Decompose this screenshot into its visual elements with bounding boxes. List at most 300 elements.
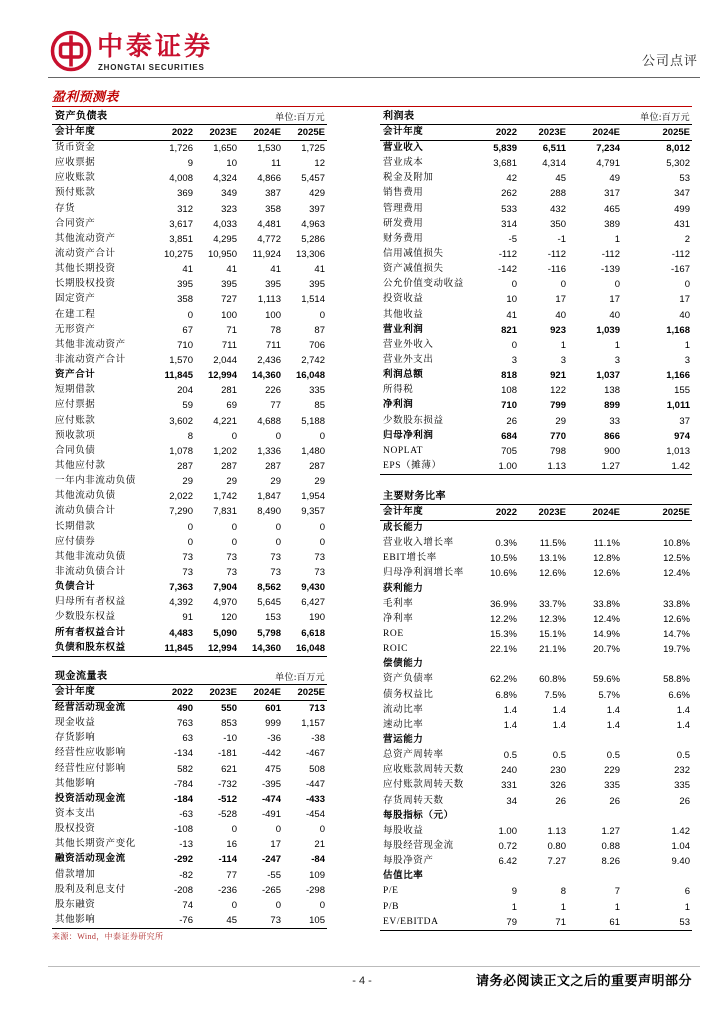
table-title-row: [380, 489, 692, 505]
row-value: 4,866: [257, 173, 281, 185]
column-header-year: 2025E: [297, 127, 325, 138]
row-value: -236: [217, 884, 237, 896]
row-label: 货币资金: [55, 143, 96, 153]
row-value: -55: [267, 869, 281, 881]
table-title-row: [52, 109, 327, 125]
row-label: 一年内非流动负债: [55, 476, 136, 487]
row-value: 429: [309, 188, 325, 200]
row-value: 0: [511, 339, 517, 351]
row-value: 33.8%: [663, 598, 690, 610]
row-value: -38: [311, 733, 325, 745]
row-value: 347: [674, 188, 690, 200]
row-label: 预付账款: [55, 188, 96, 199]
row-value: 6.8%: [495, 689, 517, 701]
row-value: 41: [506, 309, 517, 321]
table-row: [380, 597, 692, 612]
row-label: 其他收益: [383, 309, 424, 320]
row-label: 现金收益: [55, 718, 96, 729]
column-header-year: 2023E: [538, 127, 566, 138]
row-value: 26: [506, 415, 517, 427]
row-value: 1,011: [666, 400, 690, 412]
row-value: 866: [604, 430, 620, 442]
row-value: 0: [231, 536, 237, 548]
row-value: 1,514: [301, 294, 325, 306]
table-row: [52, 171, 327, 186]
row-value: 0: [275, 430, 281, 442]
row-value: 4,483: [169, 627, 193, 639]
row-value: 0: [319, 309, 325, 321]
row-value: 326: [550, 780, 566, 792]
row-value: 2,022: [169, 491, 193, 503]
row-label: 净利率: [383, 613, 414, 624]
row-value: 67: [182, 324, 193, 336]
row-value: -167: [670, 264, 690, 276]
row-value: 395: [265, 279, 281, 291]
row-label: 所有者权益合计: [55, 627, 126, 638]
row-value: 17: [679, 294, 690, 306]
table-row: [52, 186, 327, 201]
row-label: 毛利率: [383, 598, 414, 609]
row-label: 负债和股东权益: [55, 642, 126, 653]
row-value: 533: [501, 203, 517, 215]
row-value: 53: [679, 916, 690, 928]
financial-ratios-table: [380, 489, 692, 931]
row-value: 974: [674, 430, 690, 442]
column-header-year: 2022: [171, 127, 193, 138]
row-value: 395: [221, 279, 237, 291]
row-value: 3,681: [493, 158, 517, 170]
section-divider: [52, 106, 692, 107]
row-value: 465: [604, 203, 620, 215]
row-value: 155: [674, 385, 690, 397]
table-unit: 单位:百万元: [275, 672, 325, 682]
row-label: 营运能力: [383, 734, 424, 745]
row-value: 1,954: [301, 491, 325, 503]
row-value: 1.42: [671, 460, 690, 472]
row-value: 16: [226, 839, 237, 851]
row-value: 21.1%: [539, 644, 566, 656]
row-value: 923: [550, 324, 566, 336]
row-value: 14.9%: [593, 628, 620, 640]
row-label: 销售费用: [383, 188, 424, 199]
row-value: 13.1%: [539, 553, 566, 565]
row-value: -784: [173, 778, 193, 790]
row-value: 63: [182, 733, 193, 745]
table-section-row: [380, 657, 692, 672]
row-value: 369: [177, 188, 193, 200]
row-value: 58.8%: [663, 674, 690, 686]
row-value: 77: [226, 869, 237, 881]
row-label: 每股经营现金流: [383, 840, 454, 851]
row-label: 少数股东权益: [55, 612, 116, 623]
row-label: 合同资产: [55, 218, 96, 229]
row-value: -292: [173, 854, 193, 866]
table-row: [52, 716, 327, 731]
row-label: ROIC: [383, 644, 409, 655]
logo-icon: [50, 30, 92, 72]
row-value: 12,994: [207, 642, 237, 654]
row-value: 0.72: [498, 840, 517, 852]
row-value: 1,013: [666, 445, 690, 457]
row-value: 395: [309, 279, 325, 291]
table-body: [52, 701, 327, 929]
row-value: 2,436: [257, 354, 281, 366]
row-label: 信用减值损失: [383, 248, 444, 259]
row-value: 0: [275, 899, 281, 911]
table-row: [52, 292, 327, 307]
table-row: [380, 884, 692, 899]
table-row: [52, 777, 327, 792]
row-value: 26: [609, 795, 620, 807]
row-value: 0.5: [503, 750, 517, 762]
row-label: 预收款项: [55, 430, 96, 441]
row-label: 负债合计: [55, 582, 96, 593]
row-value: 2: [684, 233, 690, 245]
row-value: 0: [231, 521, 237, 533]
row-value: 11,845: [164, 370, 193, 382]
row-value: -84: [311, 854, 325, 866]
row-value: 1,650: [213, 143, 237, 154]
table-row: [380, 323, 692, 338]
row-value: 5,798: [257, 627, 281, 639]
row-label: 其他应付款: [55, 460, 106, 471]
row-value: 45: [226, 914, 237, 926]
row-label: EV/EBITDA: [383, 916, 439, 927]
table-row: [52, 595, 327, 610]
row-label: 估值比率: [383, 871, 424, 882]
row-value: -10: [223, 733, 237, 745]
page-number: - 4 -: [352, 975, 372, 987]
column-header-year: 2025E: [297, 687, 325, 698]
table-row: [52, 489, 327, 504]
table-row: [380, 748, 692, 763]
row-label: 利润总额: [383, 370, 424, 381]
row-value: 105: [309, 914, 325, 926]
row-label: 财务费用: [383, 233, 424, 244]
row-value: 0: [187, 521, 193, 533]
row-value: -181: [217, 748, 237, 760]
table-row: [380, 171, 692, 186]
row-value: -732: [217, 778, 237, 790]
row-value: 314: [501, 218, 517, 230]
row-value: 73: [270, 551, 281, 563]
row-value: -108: [173, 824, 193, 836]
row-label: EPS（摊薄）: [383, 460, 442, 471]
row-label: 短期借款: [55, 385, 96, 396]
row-label: P/E: [383, 886, 399, 897]
header-divider: [48, 77, 700, 78]
row-value: 10.5%: [490, 553, 517, 565]
table-row: [52, 308, 327, 323]
row-value: 6,511: [542, 143, 566, 154]
row-label: 经营性应付影响: [55, 763, 126, 774]
row-value: 16,048: [295, 370, 325, 382]
row-value: 1,530: [257, 143, 281, 154]
row-label: 其他非流动资产: [55, 339, 126, 350]
table-row: [52, 444, 327, 459]
row-value: 1.4: [503, 719, 517, 731]
row-value: 0: [275, 521, 281, 533]
table-title: 利润表: [383, 111, 415, 122]
row-value: 317: [604, 188, 620, 200]
row-value: 490: [177, 703, 193, 714]
row-value: 26: [679, 795, 690, 807]
row-label: 固定资产: [55, 294, 96, 305]
row-value: 475: [265, 763, 281, 775]
row-value: 0.3%: [495, 538, 517, 550]
table-row: [380, 383, 692, 398]
row-value: 41: [270, 264, 281, 276]
row-label: 流动负债合计: [55, 506, 116, 517]
row-value: 432: [550, 203, 566, 215]
table-title-row: [380, 109, 692, 125]
row-label: 归母净利润: [383, 430, 434, 441]
table-row: [380, 308, 692, 323]
row-value: -112: [671, 248, 690, 260]
table-row: [52, 141, 327, 156]
row-value: 1: [684, 339, 690, 351]
table-row: [52, 398, 327, 413]
row-value: 706: [309, 339, 325, 351]
table-row: [380, 186, 692, 201]
row-value: 120: [221, 612, 237, 624]
table-row: [52, 701, 327, 716]
company-logo: [50, 29, 222, 75]
row-label: 非流动负债合计: [55, 566, 126, 577]
table-row: [380, 247, 692, 262]
row-value: 0: [319, 521, 325, 533]
row-value: 16,048: [295, 642, 325, 654]
table-header-row: [52, 685, 327, 701]
row-value: -139: [600, 264, 620, 276]
row-value: 49: [609, 173, 620, 185]
row-value: 601: [265, 703, 281, 714]
table-row: [52, 731, 327, 746]
row-value: 100: [265, 309, 281, 321]
row-value: 287: [265, 460, 281, 472]
row-value: -265: [261, 884, 281, 896]
row-value: -433: [305, 793, 325, 805]
row-value: 3,851: [169, 233, 193, 245]
row-label: 投资活动现金流: [55, 793, 126, 804]
row-value: 17: [609, 294, 620, 306]
row-label: 归母所有者权益: [55, 597, 126, 608]
row-value: -142: [497, 264, 517, 276]
row-value: 4,688: [257, 415, 281, 427]
table-header-row: [380, 125, 692, 141]
row-value: -491: [261, 808, 281, 820]
row-value: 37: [679, 415, 690, 427]
row-value: 0.5: [606, 750, 620, 762]
table-row: [380, 824, 692, 839]
row-label: EBIT增长率: [383, 553, 437, 564]
row-value: 288: [550, 188, 566, 200]
row-value: 10: [226, 158, 237, 170]
source-note: 来源：Wind，中泰证券研究所: [52, 932, 164, 941]
table-row: [52, 746, 327, 761]
row-value: 3: [511, 354, 517, 366]
row-value: 1.00: [498, 825, 517, 837]
row-value: -134: [173, 748, 193, 760]
row-label: 应收账款周转天数: [383, 765, 464, 776]
row-value: 153: [265, 612, 281, 624]
column-header-label: 会计年度: [383, 507, 424, 517]
row-value: 10.8%: [663, 538, 690, 550]
table-row: [380, 156, 692, 171]
row-label: 营业外收入: [383, 339, 434, 350]
row-value: 1,480: [301, 445, 325, 457]
row-value: 45: [555, 173, 566, 185]
row-value: 1.4: [552, 719, 566, 731]
table-row: [52, 474, 327, 489]
row-value: 7,290: [169, 506, 193, 518]
logo-wordmark-en: ZHONGTAI SECURITIES: [98, 63, 205, 72]
table-row: [380, 292, 692, 307]
row-value: -447: [305, 778, 325, 790]
row-value: 13,306: [295, 248, 325, 260]
row-value: 14,360: [251, 642, 281, 654]
row-value: 684: [501, 430, 517, 442]
row-value: 29: [314, 476, 325, 488]
row-value: 281: [221, 385, 237, 397]
row-value: 73: [314, 551, 325, 563]
row-value: 0: [231, 430, 237, 442]
row-value: 40: [679, 309, 690, 321]
column-header-year: 2023E: [538, 507, 566, 518]
row-value: 335: [604, 780, 620, 792]
row-value: 12.8%: [593, 553, 620, 565]
row-value: 1.13: [547, 825, 566, 837]
row-value: 4,970: [213, 597, 237, 609]
table-row: [52, 898, 327, 913]
row-label: 营业外支出: [383, 354, 434, 365]
table-row: [52, 822, 327, 837]
row-value: 9,430: [301, 582, 325, 594]
row-value: 389: [604, 218, 620, 230]
row-value: -82: [179, 869, 193, 881]
row-value: -298: [305, 884, 325, 896]
row-value: 763: [177, 718, 193, 730]
column-header-year: 2024E: [592, 507, 620, 518]
row-value: 91: [182, 612, 193, 624]
row-value: 11.1%: [593, 538, 620, 550]
row-label: 营业利润: [383, 324, 424, 335]
row-label: 借款增加: [55, 869, 96, 880]
row-value: 15.3%: [490, 628, 517, 640]
balance-sheet-table: [52, 109, 327, 657]
row-value: 2,044: [213, 354, 237, 366]
row-value: 4,963: [301, 218, 325, 230]
table-row: [380, 429, 692, 444]
row-value: 5,286: [301, 233, 325, 245]
row-value: 17: [555, 294, 566, 306]
row-value: 240: [501, 765, 517, 777]
row-value: 287: [177, 460, 193, 472]
row-value: -36: [267, 733, 281, 745]
table-row: [52, 868, 327, 883]
row-value: -474: [261, 793, 281, 805]
row-label: 研发费用: [383, 218, 424, 229]
section-title: 盈利预测表: [52, 89, 119, 104]
row-value: 621: [221, 763, 237, 775]
row-value: 5,188: [301, 415, 325, 427]
table-row: [52, 459, 327, 474]
row-value: 53: [679, 173, 690, 185]
row-value: 232: [674, 765, 690, 777]
row-value: 10,950: [207, 248, 237, 260]
disclaimer-notice: 请务必阅读正文之后的重要声明部分: [475, 973, 692, 988]
row-value: 711: [265, 339, 281, 351]
row-label: 流动资产合计: [55, 248, 116, 259]
row-value: 3,617: [169, 218, 193, 230]
table-row: [380, 778, 692, 793]
row-value: 387: [265, 188, 281, 200]
row-value: -114: [218, 854, 237, 866]
row-value: 8,562: [257, 582, 281, 594]
row-value: 1,157: [301, 718, 325, 730]
row-value: 1,078: [169, 445, 193, 457]
row-value: 17: [270, 839, 281, 851]
table-row: [52, 429, 327, 444]
row-value: 323: [221, 203, 237, 215]
row-value: 1,202: [213, 445, 237, 457]
row-value: 1.42: [671, 825, 690, 837]
row-value: 12.5%: [663, 553, 690, 565]
table-row: [380, 672, 692, 687]
table-row: [52, 232, 327, 247]
table-header-row: [380, 505, 692, 521]
row-value: 7.5%: [544, 689, 566, 701]
row-value: 1,847: [257, 491, 281, 503]
table-row: [380, 612, 692, 627]
row-value: 78: [270, 324, 281, 336]
row-value: 138: [604, 385, 620, 397]
row-value: 41: [314, 264, 325, 276]
row-value: 853: [221, 718, 237, 730]
table-title: 资产负债表: [55, 111, 108, 122]
row-value: 1.13: [547, 460, 566, 472]
row-value: 1,742: [213, 491, 237, 503]
row-label: 非流动资产合计: [55, 354, 126, 365]
row-value: 0: [187, 536, 193, 548]
table-row: [52, 580, 327, 595]
row-value: 1.4: [676, 704, 690, 716]
row-value: 229: [604, 765, 620, 777]
row-value: 40: [609, 309, 620, 321]
row-label: 其他流动负债: [55, 491, 116, 502]
row-value: 710: [501, 400, 517, 412]
row-value: 62.2%: [490, 674, 517, 686]
table-row: [52, 262, 327, 277]
row-value: 122: [550, 385, 566, 397]
row-label: 应收票据: [55, 158, 96, 169]
row-value: -247: [261, 854, 281, 866]
row-value: 0: [187, 309, 193, 321]
table-row: [52, 792, 327, 807]
row-value: -112: [547, 248, 566, 260]
row-value: 73: [314, 566, 325, 578]
row-value: 7,831: [213, 506, 237, 518]
row-value: 1.04: [671, 840, 690, 852]
row-label: 流动比率: [383, 704, 424, 715]
row-label: 存货周转天数: [383, 795, 444, 806]
row-value: 7: [614, 886, 620, 898]
row-value: 4,033: [213, 218, 237, 230]
table-section-row: [380, 733, 692, 748]
row-value: 1: [560, 901, 566, 913]
column-header-year: 2022: [171, 687, 193, 698]
table-row: [380, 353, 692, 368]
